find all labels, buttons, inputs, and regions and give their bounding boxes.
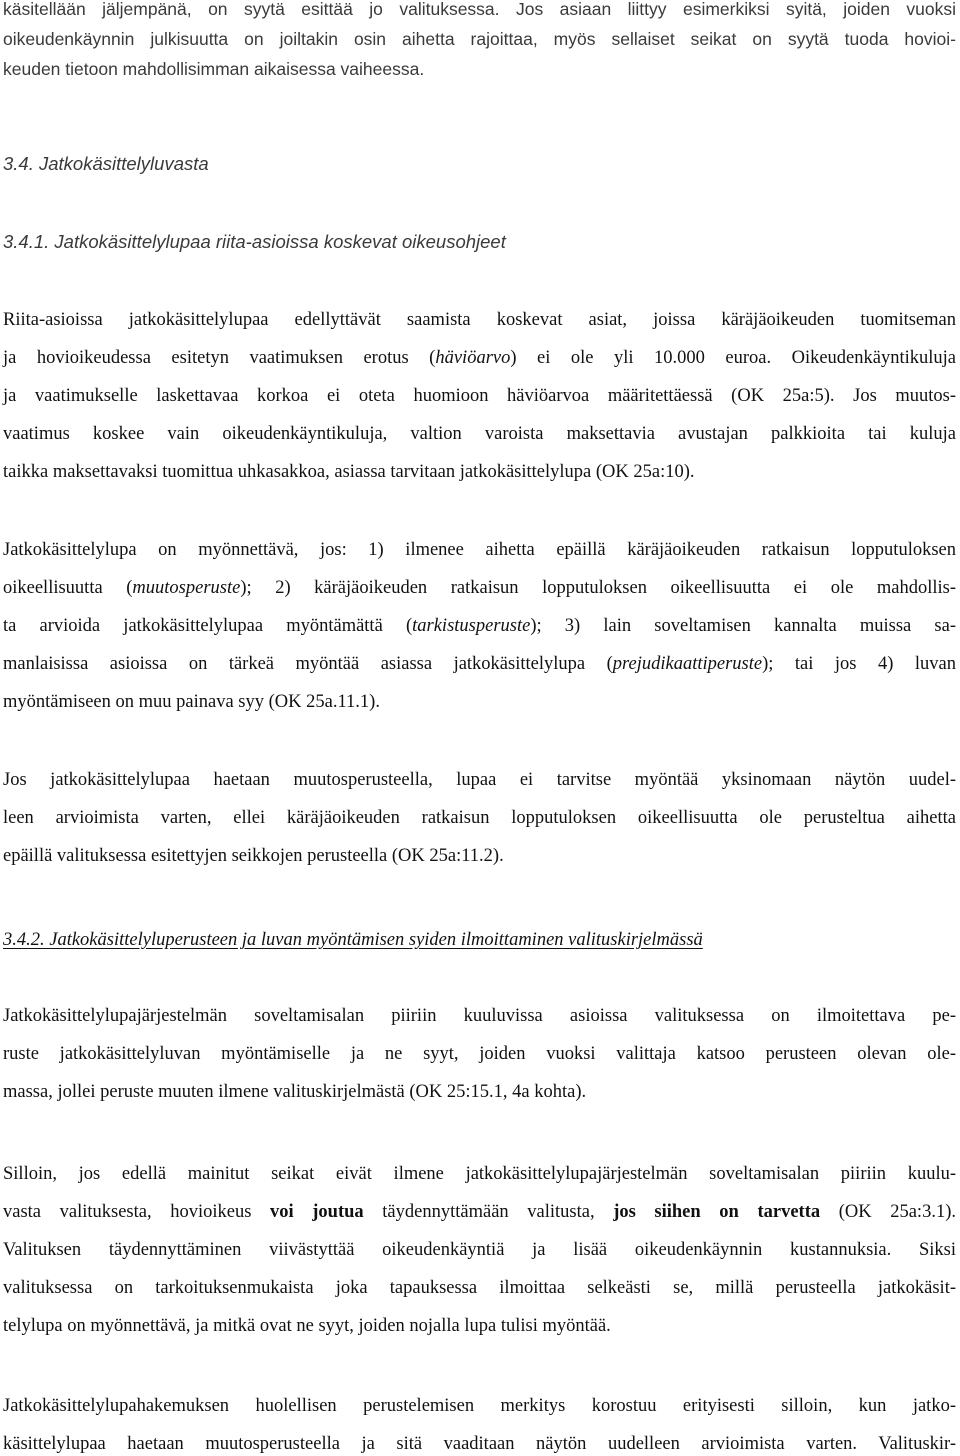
section-heading-3-4-2: 3.4.2. Jatkokäsittelyluperusteen ja luvan myöntämisen syiden ilmoittaminen valituskirjelmässä xyxy=(3,930,703,950)
paragraph xyxy=(3,997,956,1111)
emphasis-term: muutosperuste xyxy=(132,578,241,598)
text-line: käsitellään jäljempänä, on syytä esittää jo valituksessa. Jos asiaan liittyy esimerkiksi syitä, joiden vuoksi xyxy=(3,0,956,19)
text-line: Jatkokäsittelylupahakemuksen huolellisen perustelemisen merkitys korostuu erityisesti silloin, kun jatko- xyxy=(3,1396,956,1416)
text-line: ta arvioida jatkokäsittelylupaa myöntämättä (tarkistusperuste); 3) lain soveltamisen kannalta muissa sa- xyxy=(3,616,956,636)
text-line: Valituksen täydennyttäminen viivästyttää oikeudenkäyntiä ja lisää oikeudenkäynnin kustannuksia. Siksi xyxy=(3,1240,956,1260)
paragraph xyxy=(3,301,956,491)
text-line: ruste jatkokäsittelyluvan myöntämiselle ja ne syyt, joiden vuoksi valittaja katsoo perusteen olevan ole- xyxy=(3,1044,956,1064)
text-line: myöntämiseen on muu painava syy (OK 25a.11.1). xyxy=(3,692,380,712)
text-line: Silloin, jos edellä mainitut seikat eivät ilmene jatkokäsittelylupajärjestelmän soveltamisalan piiriin kuulu- xyxy=(3,1164,956,1184)
text-line: Jos jatkokäsittelylupaa haetaan muutosperusteella, lupaa ei tarvitse myöntää yksinomaan näytön uudel- xyxy=(3,770,956,790)
paragraph xyxy=(3,761,956,875)
text-line: keuden tietoon mahdollisimman aikaisessa vaiheessa. xyxy=(3,59,425,79)
emphasis-term: tarkistusperuste xyxy=(412,616,531,636)
text-line: manlaisissa asioissa on tärkeä myöntää asiassa jatkokäsittelylupa (prejudikaattiperuste); tai jos 4) luvan xyxy=(3,654,956,674)
text-line: vaatimus koskee vain oikeudenkäyntikuluja, valtion varoista maksettavia avustajan palkkioita tai kuluja xyxy=(3,424,956,444)
text-line: telylupa on myönnettävä, ja mitkä ovat ne syyt, joiden nojalla lupa tulisi myöntää. xyxy=(3,1316,611,1336)
text-line: ja hovioikeudessa esitetyn vaatimuksen erotus (häviöarvo) ei ole yli 10.000 euroa. Oikeudenkäyntikuluja xyxy=(3,348,956,368)
paragraph xyxy=(3,1387,956,1456)
paragraph xyxy=(3,531,956,721)
emphasis-term: prejudikaattiperuste xyxy=(612,654,763,674)
text-line: massa, jollei peruste muuten ilmene valituskirjelmästä (OK 25:15.1, 4a kohta). xyxy=(3,1082,587,1102)
text-line: ja vaatimukselle laskettavaa korkoa ei oteta huomioon häviöarvoa määritettäessä (OK 25a:5). Jos muutos- xyxy=(3,386,956,406)
text-line: valituksessa on tarkoituksenmukaista joka tapauksessa ilmoittaa selkeästi se, millä perusteella jatkokäsit- xyxy=(3,1278,956,1298)
text-line: leen arvioimista varten, ellei käräjäoikeuden ratkaisun lopputuloksen oikeellisuutta ole perusteltua aihetta xyxy=(3,808,956,828)
bold-phrase: jos siihen on tarvetta xyxy=(613,1202,821,1222)
text-line: oikeellisuutta (muutosperuste); 2) käräjäoikeuden ratkaisun lopputuloksen oikeellisuutta ei ole mahdollis- xyxy=(3,578,956,598)
text-line: Jatkokäsittelylupa on myönnettävä, jos: 1) ilmenee aihetta epäillä käräjäoikeuden ratkaisun lopputuloksen xyxy=(3,540,956,560)
text-line: epäillä valituksessa esitettyjen seikkojen perusteella (OK 25a:11.2). xyxy=(3,846,504,866)
emphasis-term: häviöarvo xyxy=(435,348,511,368)
text-line: taikka maksettavaksi tuomittua uhkasakkoa, asiassa tarvitaan jatkokäsittelylupa (OK 25a:10). xyxy=(3,462,695,482)
paragraph xyxy=(3,1155,956,1345)
text-line: vasta valituksesta, hovioikeus voi joutua täydennyttämään valitusta, jos siihen on tarvetta (OK 25a:3.1). xyxy=(3,1202,956,1222)
section-heading-3-4: 3.4. Jatkokäsittelyluvasta xyxy=(3,153,209,174)
intro-paragraph xyxy=(3,0,956,84)
text-line: Riita-asioissa jatkokäsittelylupaa edellyttävät saamista koskevat asiat, joissa käräjäoikeuden tuomitseman xyxy=(3,310,956,330)
section-heading-3-4-1: 3.4.1. Jatkokäsittelylupaa riita-asioissa koskevat oikeusohjeet xyxy=(3,231,506,252)
text-line: oikeudenkäynnin julkisuutta on joiltakin osin aihetta rajoittaa, myös sellaiset seikat on syytä tuoda hovioi- xyxy=(3,29,956,49)
text-line: Jatkokäsittelylupajärjestelmän soveltamisalan piiriin kuuluvissa asioissa valituksessa on ilmoitettava pe- xyxy=(3,1006,956,1026)
text-line: käsittelylupaa haetaan muutosperusteella ja sitä vaaditaan näytön uudelleen arvioimista varten. Valituskir- xyxy=(3,1434,956,1454)
bold-phrase: voi joutua xyxy=(270,1202,364,1222)
